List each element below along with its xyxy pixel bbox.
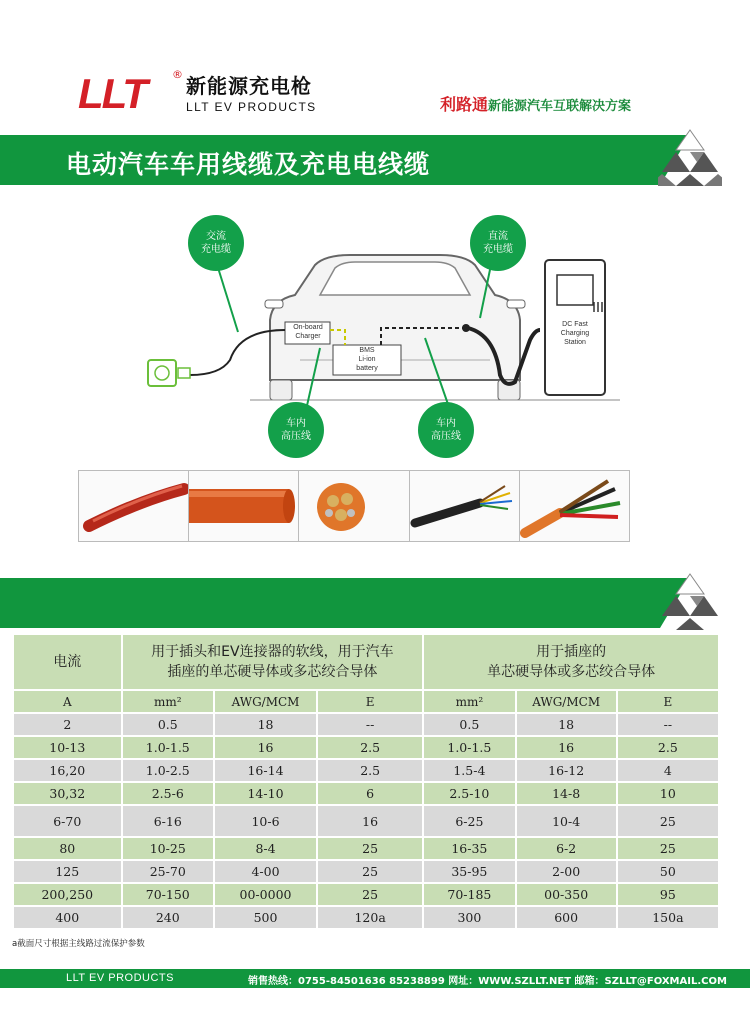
table-cell: 4-00 — [215, 861, 316, 882]
unit-cell: mm² — [424, 691, 514, 712]
table-cell: 16-12 — [517, 760, 616, 781]
table-cell: 2.5-10 — [424, 783, 514, 804]
table-cell: 10 — [618, 783, 718, 804]
table-cell: 8-4 — [215, 838, 316, 859]
table-cell: 50 — [618, 861, 718, 882]
unit-cell: mm² — [123, 691, 213, 712]
onboard-line2: Charger — [295, 333, 321, 340]
bubble-hv2-line1: 车内 — [436, 418, 456, 429]
table-cell: 600 — [517, 907, 616, 928]
table-cell: 1.0-1.5 — [424, 737, 514, 758]
unit-cell: E — [618, 691, 718, 712]
group2-line1: 用于插座的 — [536, 644, 607, 660]
unit-header-row — [14, 691, 718, 712]
table-cell: 70-150 — [123, 884, 213, 905]
table-row — [14, 861, 718, 882]
unit-cell: E — [318, 691, 422, 712]
slogan — [440, 92, 631, 115]
slogan-text: 新能源汽车互联解决方案 — [488, 99, 632, 114]
table-cell: 10-6 — [215, 806, 316, 836]
table-row — [14, 806, 718, 836]
table-cell: 0.5 — [123, 714, 213, 735]
table-cell: 14-10 — [215, 783, 316, 804]
table-cell: 0.5 — [424, 714, 514, 735]
battery-line3: battery — [356, 365, 378, 372]
battery-line1: BMS — [359, 347, 375, 354]
station-line1: DC Fast — [562, 321, 588, 328]
group1-line2: 插座的单芯硬导体或多芯绞合导体 — [167, 664, 378, 680]
cable-photo-strip — [78, 470, 630, 542]
bubble-ac-line2: 充电缆 — [201, 244, 231, 255]
group2-line2: 单芯硬导体或多芯绞合导体 — [487, 664, 656, 680]
table-row — [14, 884, 718, 905]
table-cell: 6-25 — [424, 806, 514, 836]
header-current: 电流 — [14, 635, 121, 689]
table-cell: 18 — [215, 714, 316, 735]
table-cell: 2 — [14, 714, 121, 735]
table-cell: 25 — [618, 838, 718, 859]
table-row — [14, 907, 718, 928]
table-cell: 10-13 — [14, 737, 121, 758]
cable-photo-orange-multicore — [520, 471, 629, 541]
table-row — [14, 737, 718, 758]
table-cell: 2.5 — [318, 737, 422, 758]
onboard-charger-label — [286, 323, 330, 341]
bubble-hv2-line2: 高压线 — [431, 431, 461, 442]
bubble-hv-line-right — [418, 402, 474, 458]
footer-contact: 销售热线：0755-84501636 85238899 网址：WWW.SZLLT.NET 邮箱：SZLLT@FOXMAIL.COM — [248, 976, 727, 987]
table-row — [14, 760, 718, 781]
table-cell: 10-4 — [517, 806, 616, 836]
table-row — [14, 783, 718, 804]
table-cell: -- — [318, 714, 422, 735]
table-cell: 35-95 — [424, 861, 514, 882]
table-cell: 500 — [215, 907, 316, 928]
table-cell: 70-185 — [424, 884, 514, 905]
table-cell: 25 — [318, 884, 422, 905]
bubble-dc-line1: 直流 — [488, 231, 508, 242]
bubble-hv1-line2: 高压线 — [281, 431, 311, 442]
table-cell: 25 — [618, 806, 718, 836]
section-banner-table — [0, 578, 690, 628]
table-cell: 16 — [318, 806, 422, 836]
table-cell: 16-35 — [424, 838, 514, 859]
table-cell: 95 — [618, 884, 718, 905]
table-footnote: a截面尺寸根据主线路过流保护参数 — [12, 939, 145, 949]
battery-label — [334, 346, 400, 373]
group1-line1: 用于插头和EV连接器的软线，用于汽车 — [151, 644, 394, 660]
header-group-plug-cord — [123, 635, 423, 689]
triangle-logo-icon — [658, 572, 722, 632]
charging-diagram — [120, 210, 640, 460]
table-cell: 6 — [318, 783, 422, 804]
table-cell: 2.5 — [618, 737, 718, 758]
table-cell: 200,250 — [14, 884, 121, 905]
station-line2: Charging — [560, 330, 590, 337]
cable-spec-table — [12, 633, 720, 930]
unit-cell: AWG/MCM — [517, 691, 616, 712]
registered-mark: ® — [172, 68, 183, 81]
table-cell: 1.0-1.5 — [123, 737, 213, 758]
table-cell: 2.5 — [318, 760, 422, 781]
bubble-hv-line-left — [268, 402, 324, 458]
table-cell: 6-2 — [517, 838, 616, 859]
bubble-ac-cable — [188, 215, 244, 271]
battery-line2: Li-ion — [358, 356, 376, 363]
table-cell: 150a — [618, 907, 718, 928]
logo-english-name: LLT EV PRODUCTS — [186, 100, 317, 114]
table-cell: 4 — [618, 760, 718, 781]
cable-photo-orange-jacket — [189, 471, 299, 541]
table-cell: 16-14 — [215, 760, 316, 781]
table-cell: 30,32 — [14, 783, 121, 804]
unit-cell: A — [14, 691, 121, 712]
bubble-dc-cable — [470, 215, 526, 271]
triangle-logo-icon — [658, 128, 722, 188]
cable-photo-red-tube — [79, 471, 189, 541]
bubble-hv1-line1: 车内 — [286, 418, 306, 429]
logo-chinese-name: 新能源充电枪 — [186, 74, 312, 98]
header-group-socket — [424, 635, 718, 689]
onboard-line1: On-board — [293, 324, 323, 331]
table-cell: 00-350 — [517, 884, 616, 905]
table-cell: 00-0000 — [215, 884, 316, 905]
unit-cell: AWG/MCM — [215, 691, 316, 712]
table-row — [14, 838, 718, 859]
table-cell: 6-70 — [14, 806, 121, 836]
dc-station-label — [547, 320, 603, 347]
table-cell: 240 — [123, 907, 213, 928]
table-cell: 18 — [517, 714, 616, 735]
bubble-dc-line2: 充电缆 — [483, 244, 513, 255]
bubble-ac-line1: 交流 — [206, 231, 226, 242]
logo-mark: LLT — [78, 70, 146, 117]
table-cell: 1.0-2.5 — [123, 760, 213, 781]
slogan-brand: 利路通 — [440, 95, 489, 114]
station-line3: Station — [564, 339, 586, 346]
table-cell: 2-00 — [517, 861, 616, 882]
cable-photo-cross-section — [299, 471, 409, 541]
table-cell: 120a — [318, 907, 422, 928]
table-cell: 16 — [215, 737, 316, 758]
table-cell: 6-16 — [123, 806, 213, 836]
table-cell: 300 — [424, 907, 514, 928]
section-banner-cables — [0, 135, 690, 185]
table-cell: 125 — [14, 861, 121, 882]
table-cell: 400 — [14, 907, 121, 928]
table-cell: 25 — [318, 838, 422, 859]
section-title: 电动汽车车用线缆及充电电线缆 — [66, 150, 431, 179]
table-cell: 1.5-4 — [424, 760, 514, 781]
table-cell: 16 — [517, 737, 616, 758]
table-row — [14, 714, 718, 735]
table-cell: 2.5-6 — [123, 783, 213, 804]
table-cell: -- — [618, 714, 718, 735]
brand-logo — [78, 66, 338, 122]
table-cell: 16,20 — [14, 760, 121, 781]
table-cell: 10-25 — [123, 838, 213, 859]
table-cell: 25-70 — [123, 861, 213, 882]
cable-photo-black-multicore — [410, 471, 520, 541]
footer-bar — [0, 969, 750, 988]
table-cell: 14-8 — [517, 783, 616, 804]
table-cell: 80 — [14, 838, 121, 859]
table-cell: 25 — [318, 861, 422, 882]
footer-brand: LLT EV PRODUCTS — [66, 972, 174, 984]
